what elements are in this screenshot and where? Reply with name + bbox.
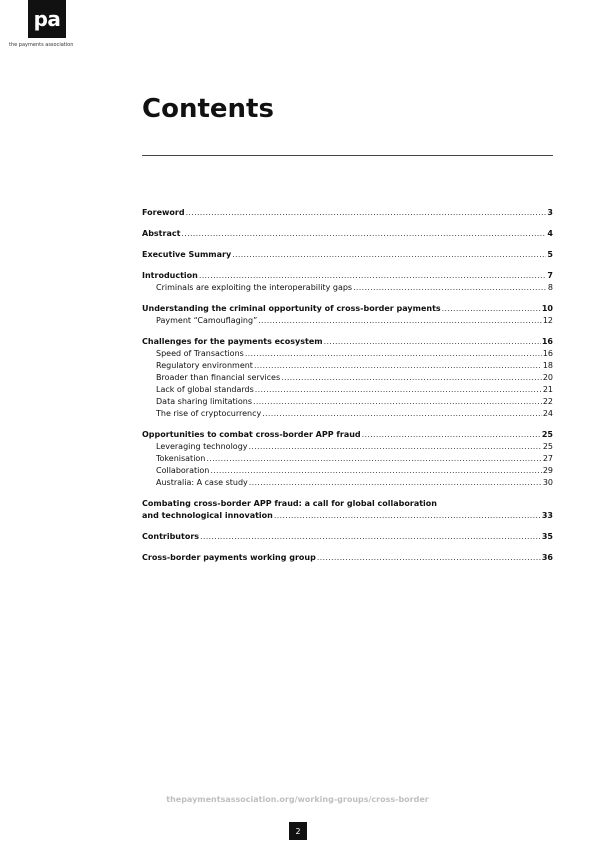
toc-entry-label: Combating cross-border APP fraud: a call for global collaboration [142,499,437,508]
toc-entry-label: Australia: A case study [156,478,248,487]
toc-entry-label: Foreword [142,208,185,217]
dot-leader [254,360,542,372]
toc-group [142,498,553,522]
table-of-contents [142,207,553,573]
page-number: 2 [289,822,307,840]
toc-entry-label: Challenges for the payments ecosystem [142,337,323,346]
dot-leader [232,249,546,261]
toc-subentry[interactable] [142,396,553,408]
toc-subentry[interactable] [142,441,553,453]
dot-leader [255,384,542,396]
dot-leader [186,207,547,219]
dot-leader [249,477,542,489]
toc-entry-label: Data sharing limitations [156,397,252,406]
toc-subentry[interactable] [142,360,553,372]
toc-entry-page: 30 [542,478,553,487]
toc-entry-page: 27 [542,454,553,463]
logo-caption: the payments association [9,42,74,48]
toc-entry-page: 10 [541,304,553,313]
toc-group [142,303,553,327]
page-title: Contents [142,94,274,124]
toc-group [142,207,553,219]
toc-entry-page: 20 [542,373,553,382]
toc-entry-page: 22 [542,397,553,406]
toc-entry[interactable] [142,498,553,510]
logo-mark: pa [28,0,66,38]
toc-entry-label: Payment “Camouflaging” [156,316,258,325]
dot-leader [253,396,542,408]
toc-entry-page: 33 [541,511,553,520]
dot-leader [324,336,541,348]
toc-subentry[interactable] [142,315,553,327]
toc-entry-label: Contributors [142,532,200,541]
dot-leader [181,228,546,240]
toc-entry-page: 16 [542,349,553,358]
toc-entry[interactable] [142,531,553,543]
toc-group [142,249,553,261]
toc-entry[interactable] [142,429,553,441]
dot-leader [281,372,542,384]
toc-group [142,270,553,294]
dot-leader [210,465,541,477]
toc-entry-page: 5 [547,250,553,259]
dot-leader [258,315,542,327]
toc-subentry[interactable] [142,348,553,360]
toc-entry-label: Cross-border payments working group [142,553,316,562]
dot-leader [317,552,541,564]
toc-entry-page: 25 [541,430,553,439]
toc-entry[interactable] [142,270,553,282]
toc-entry-label: Lack of global standards [156,385,254,394]
toc-subentry[interactable] [142,282,553,294]
toc-entry-page: 24 [542,409,553,418]
dot-leader [199,270,547,282]
toc-entry[interactable] [142,228,553,240]
toc-entry-page: 4 [547,229,553,238]
dot-leader [353,282,547,294]
toc-entry-label: Abstract [142,229,181,238]
toc-entry-label: Opportunities to combat cross-border APP fraud [142,430,361,439]
toc-group [142,228,553,240]
toc-entry-label: Broader than financial services [156,373,281,382]
toc-entry-page: 3 [547,208,553,217]
toc-entry-page: 18 [542,361,553,370]
footer-url[interactable]: thepaymentsassociation.org/working-groups/cross-border [166,795,429,804]
toc-group [142,429,553,489]
toc-entry-page: 12 [542,316,553,325]
toc-entry-label: Criminals are exploiting the interoperability gaps [156,283,353,292]
toc-entry-label: Understanding the criminal opportunity of cross-border payments [142,304,441,313]
toc-subentry[interactable] [142,372,553,384]
toc-subentry[interactable] [142,477,553,489]
toc-entry-page: 7 [547,271,553,280]
toc-entry-page: 36 [541,553,553,562]
toc-subentry[interactable] [142,408,553,420]
toc-entry-label: Regulatory environment [156,361,253,370]
dot-leader [245,348,542,360]
toc-entry-label: Executive Summary [142,250,232,259]
toc-entry[interactable] [142,303,553,315]
toc-entry[interactable] [142,249,553,261]
toc-subentry[interactable] [142,465,553,477]
toc-entry-page: 29 [542,466,553,475]
toc-entry-page: 8 [547,283,553,292]
dot-leader [200,531,541,543]
toc-entry-label: Introduction [142,271,198,280]
toc-entry-page: 21 [542,385,553,394]
dot-leader [274,510,541,522]
toc-entry-page: 16 [541,337,553,346]
dot-leader [362,429,541,441]
toc-entry-label: and technological innovation [142,511,273,520]
toc-entry-page: 25 [542,442,553,451]
toc-entry-label: Speed of Transactions [156,349,244,358]
dot-leader [206,453,541,465]
toc-entry-label: Leveraging technology [156,442,248,451]
toc-entry-label: Collaboration [156,466,210,475]
toc-subentry[interactable] [142,453,553,465]
toc-entry[interactable] [142,510,553,522]
toc-entry-label: The rise of cryptocurrency [156,409,262,418]
toc-entry[interactable] [142,336,553,348]
toc-group [142,552,553,564]
dot-leader [442,303,541,315]
toc-group [142,336,553,420]
toc-group [142,531,553,543]
toc-subentry[interactable] [142,384,553,396]
toc-entry-page: 35 [541,532,553,541]
title-divider [142,155,553,156]
toc-entry[interactable] [142,207,553,219]
dot-leader [249,441,542,453]
toc-entry[interactable] [142,552,553,564]
toc-entry-label: Tokenisation [156,454,206,463]
dot-leader [262,408,542,420]
